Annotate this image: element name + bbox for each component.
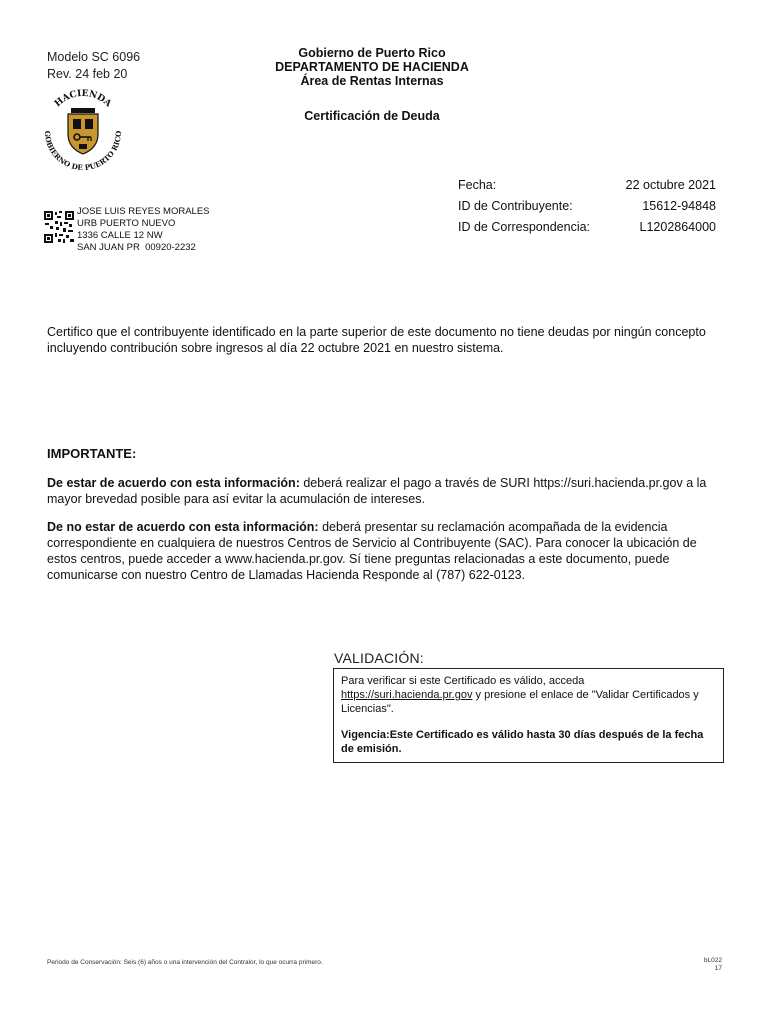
certification-text: Certifico que el contribuyente identificado en la parte superior de este documento no tiene deudas por ningún concepto incluyendo contribución sobre ingresos al día 22 octubre 2021 en nuestro sistema. xyxy=(47,325,706,355)
date-value: 22 octubre 2021 xyxy=(625,178,716,192)
validity-note: Vigencia:Este Certificado es válido hasta 30 días después de la fecha de emisión. xyxy=(341,729,704,755)
agree-paragraph xyxy=(47,475,719,507)
department-name: DEPARTAMENTO DE HACIENDA xyxy=(275,60,469,74)
form-code: bL022 xyxy=(703,957,722,964)
svg-text:HACIENDA xyxy=(53,89,114,110)
form-identifier xyxy=(47,49,140,83)
hacienda-seal-logo xyxy=(35,84,131,172)
qr-code-icon xyxy=(44,211,74,243)
document-header xyxy=(240,46,504,88)
validation-title: VALIDACIÓN: xyxy=(334,650,424,666)
validation-box xyxy=(333,668,724,763)
important-heading: IMPORTANTE: xyxy=(47,446,137,461)
address-line-2: 1336 CALLE 12 NW xyxy=(77,230,163,241)
footer-codes xyxy=(660,957,722,973)
government-name: Gobierno de Puerto Rico xyxy=(298,46,446,60)
correspondence-id-value: L1202864000 xyxy=(639,220,716,234)
form-model: Modelo SC 6096 xyxy=(47,50,141,64)
agree-text: deberá realizar el pago a través de SURI https://suri.hacienda.pr.gov a la mayor brevedad posible para así evitar la acumulación de intereses. xyxy=(47,476,707,506)
validation-text-before: Para verificar si este Certificado es válido, acceda xyxy=(341,675,585,687)
document-meta xyxy=(458,177,716,240)
page-number: 17 xyxy=(714,965,722,972)
disagree-text: deberá presentar su reclamación acompañada de la evidencia correspondiente en cualquiera de nuestros Centros de Servicio al Contribuyente (SAC). Para conocer la ubicación de estos centros, puede acceder a www.hacienda.pr.gov. Sí tiene preguntas relacionadas a este documento, puede comunicarse con nuestro Centro de Llamadas Hacienda Responde al (787) 622-0123. xyxy=(47,520,697,582)
disagree-paragraph xyxy=(47,519,719,583)
taxpayer-name: JOSE LUIS REYES MORALES xyxy=(77,206,210,217)
taxpayer-id-label: ID de Contribuyente: xyxy=(458,199,573,213)
address-line-1: URB PUERTO NUEVO xyxy=(77,218,176,229)
form-revision: Rev. 24 feb 20 xyxy=(47,67,128,81)
address-line-3: SAN JUAN PR 00920-2232 xyxy=(77,242,196,253)
taxpayer-id-value: 15612-94848 xyxy=(642,199,716,213)
retention-period-note: Periodo de Conservación: Seis (6) años o una intervención del Contralor, lo que ocurra primero. xyxy=(47,959,323,966)
meta-row-date xyxy=(458,177,716,198)
area-name: Área de Rentas Internas xyxy=(300,74,444,88)
suri-link[interactable]: https://suri.hacienda.pr.gov xyxy=(341,689,473,701)
date-label: Fecha: xyxy=(458,178,497,192)
validation-instructions xyxy=(341,674,716,716)
correspondence-id-label: ID de Correspondencia: xyxy=(458,220,591,234)
meta-row-taxpayer-id xyxy=(458,198,716,219)
meta-row-correspondence-id xyxy=(458,219,716,240)
agree-bold-label: De estar de acuerdo con esta información: xyxy=(47,476,300,490)
seal-top-text: HACIENDA xyxy=(53,88,114,110)
seal-ring-text: GOBIERNO DE PUERTO RICO xyxy=(42,130,124,172)
taxpayer-address xyxy=(77,206,210,254)
disagree-bold-label: De no estar de acuerdo con esta información: xyxy=(47,520,319,534)
document-title: Certificación de Deuda xyxy=(304,109,440,123)
validation-text-after: y presione el enlace de "Validar Certificados y Licencias". xyxy=(341,689,699,715)
